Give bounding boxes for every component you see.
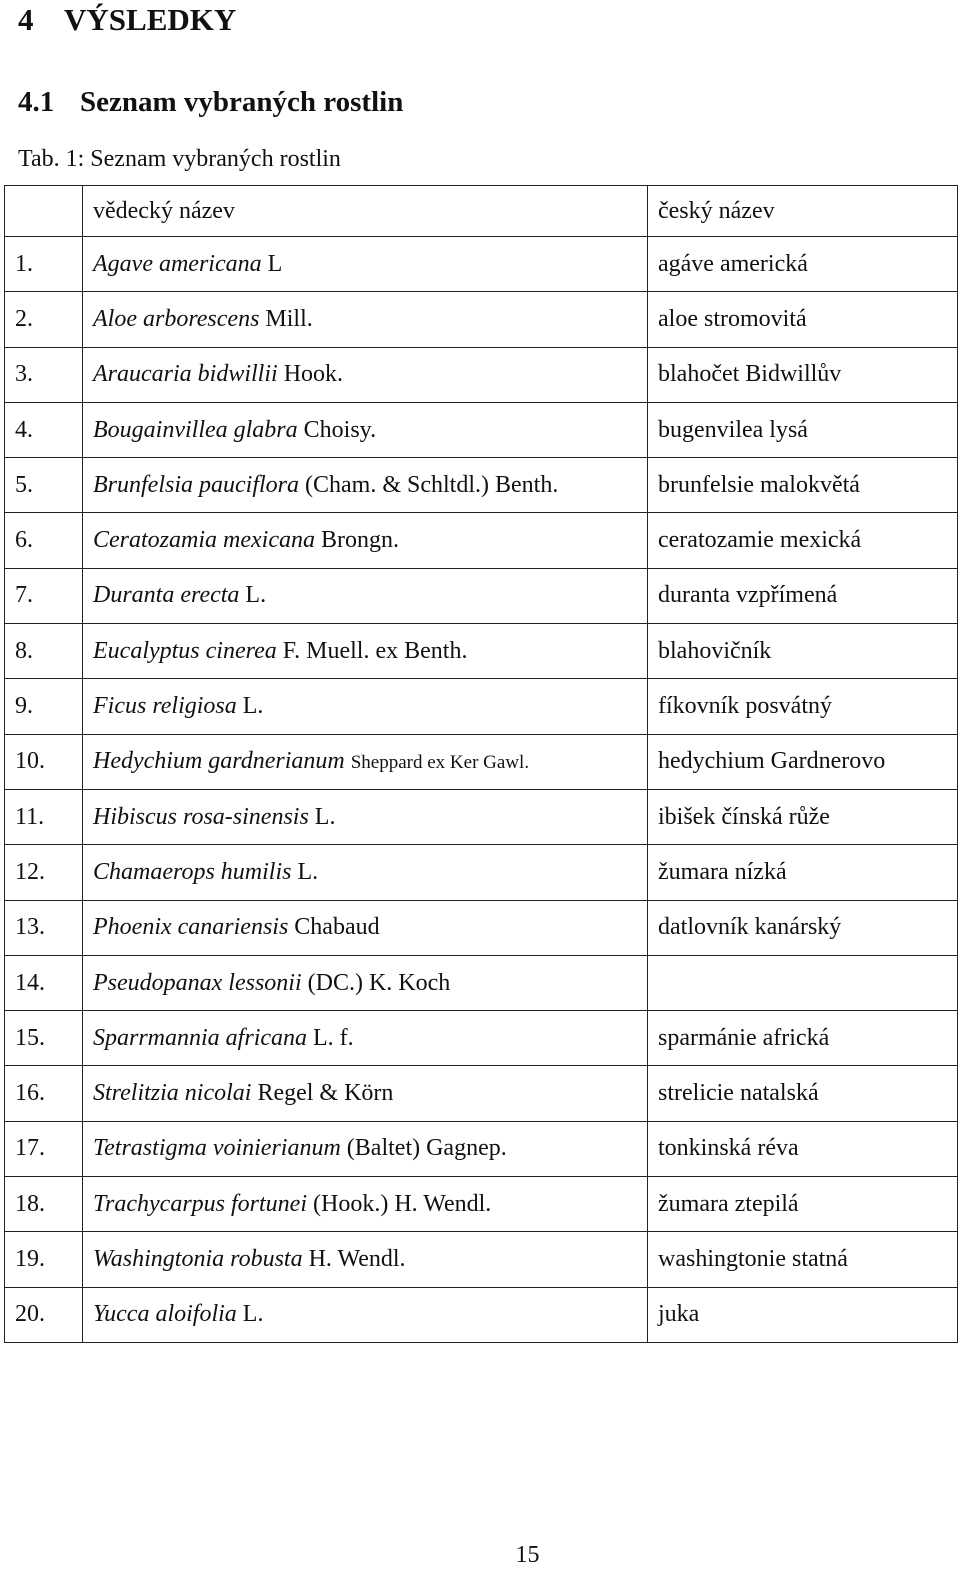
czech-name-cell: hedychium Gardnerovo <box>648 734 958 789</box>
genus-species: Chamaerops humilis <box>93 858 292 885</box>
scientific-name-cell <box>83 1066 648 1121</box>
author-citation: Hook. <box>283 361 344 388</box>
czech-name-cell <box>648 955 958 1010</box>
scientific-name-cell <box>83 237 648 292</box>
table-row <box>5 1011 958 1066</box>
table-row <box>5 568 958 623</box>
czech-name-cell: bugenvilea lysá <box>648 402 958 457</box>
author-citation: (Cham. & Schltdl.) Benth. <box>305 471 559 498</box>
czech-name-cell: juka <box>648 1287 958 1342</box>
section-number: 4.1 <box>18 86 55 118</box>
author-citation: Mill. <box>265 305 313 332</box>
row-index: 4. <box>5 402 83 457</box>
table-row <box>5 1066 958 1121</box>
table-row <box>5 734 958 789</box>
genus-species: Aloe arborescens <box>93 305 260 332</box>
author-citation: Sheppard ex Ker Gawl. <box>350 752 530 774</box>
genus-species: Yucca aloifolia <box>93 1301 237 1328</box>
row-index: 11. <box>5 789 83 844</box>
genus-species: Tetrastigma voinierianum <box>93 1135 341 1162</box>
scientific-name-cell <box>83 734 648 789</box>
chapter-number: 4 <box>18 2 34 37</box>
czech-name-cell: agáve americká <box>648 237 958 292</box>
author-citation: (DC.) K. Koch <box>307 969 451 996</box>
row-index: 3. <box>5 347 83 402</box>
header-index-cell <box>5 186 83 237</box>
scientific-name-cell <box>83 1232 648 1287</box>
czech-name-cell: ceratozamie mexická <box>648 513 958 568</box>
table-row <box>5 624 958 679</box>
genus-species: Araucaria bidwillii <box>93 361 278 388</box>
genus-species: Hedychium gardnerianum <box>93 748 345 775</box>
scientific-name-cell <box>83 513 648 568</box>
section-heading <box>18 82 403 122</box>
row-index: 5. <box>5 458 83 513</box>
genus-species: Strelitzia nicolai <box>93 1080 252 1107</box>
author-citation: (Baltet) Gagnep. <box>346 1135 507 1162</box>
table-row <box>5 900 958 955</box>
czech-name-cell: duranta vzpřímená <box>648 568 958 623</box>
czech-name-cell: žumara nízká <box>648 845 958 900</box>
author-citation: L. <box>297 858 319 885</box>
scientific-name-cell <box>83 789 648 844</box>
genus-species: Washingtonia robusta <box>93 1245 303 1272</box>
author-citation: L. <box>314 803 336 830</box>
table-row <box>5 1177 958 1232</box>
header-czech-cell <box>648 186 958 237</box>
row-index: 13. <box>5 900 83 955</box>
author-citation: L <box>267 250 283 277</box>
chapter-title: VÝSLEDKY <box>64 2 237 37</box>
czech-name-cell: strelicie natalská <box>648 1066 958 1121</box>
czech-name-cell: aloe stromovitá <box>648 292 958 347</box>
scientific-name-cell <box>83 1287 648 1342</box>
row-index: 19. <box>5 1232 83 1287</box>
table-row <box>5 1121 958 1176</box>
table-row <box>5 789 958 844</box>
table-row <box>5 347 958 402</box>
scientific-name-cell <box>83 458 648 513</box>
row-index: 16. <box>5 1066 83 1121</box>
author-citation: Chabaud <box>294 914 380 941</box>
scientific-name-cell <box>83 679 648 734</box>
genus-species: Brunfelsia pauciflora <box>93 471 299 498</box>
table-row <box>5 402 958 457</box>
author-citation: Choisy. <box>303 416 377 443</box>
row-index: 15. <box>5 1011 83 1066</box>
row-index: 8. <box>5 624 83 679</box>
czech-name-cell: blahočet Bidwillův <box>648 347 958 402</box>
row-index: 1. <box>5 237 83 292</box>
author-citation: Brongn. <box>320 527 399 554</box>
scientific-name-cell <box>83 845 648 900</box>
row-index: 18. <box>5 1177 83 1232</box>
section-title: Seznam vybraných rostlin <box>80 86 404 118</box>
author-citation: L. f. <box>313 1024 354 1051</box>
genus-species: Phoenix canariensis <box>93 914 289 941</box>
czech-name-cell: brunfelsie malokvětá <box>648 458 958 513</box>
czech-name-cell: sparmánie africká <box>648 1011 958 1066</box>
genus-species: Ficus religiosa <box>93 693 237 720</box>
row-index: 10. <box>5 734 83 789</box>
genus-species: Pseudopanax lessonii <box>93 969 302 996</box>
table-row <box>5 292 958 347</box>
genus-species: Hibiscus rosa-sinensis <box>93 803 309 830</box>
author-citation: L. <box>242 693 264 720</box>
chapter-heading <box>18 0 236 40</box>
header-czech-label: český název <box>658 197 775 224</box>
table-header-row <box>5 186 958 237</box>
scientific-name-cell <box>83 1177 648 1232</box>
table-row <box>5 237 958 292</box>
scientific-name-cell <box>83 900 648 955</box>
author-citation: L. <box>242 1301 264 1328</box>
czech-name-cell: tonkinská réva <box>648 1121 958 1176</box>
genus-species: Eucalyptus cinerea <box>93 637 277 664</box>
scientific-name-cell <box>83 1011 648 1066</box>
scientific-name-cell <box>83 955 648 1010</box>
row-index: 2. <box>5 292 83 347</box>
row-index: 17. <box>5 1121 83 1176</box>
scientific-name-cell <box>83 568 648 623</box>
author-citation: L. <box>245 582 267 609</box>
genus-species: Agave americana <box>93 250 262 277</box>
czech-name-cell: washingtonie statná <box>648 1232 958 1287</box>
czech-name-cell: ibišek čínská růže <box>648 789 958 844</box>
header-scientific-label: vědecký název <box>93 197 235 224</box>
row-index: 6. <box>5 513 83 568</box>
row-index: 9. <box>5 679 83 734</box>
genus-species: Ceratozamia mexicana <box>93 527 315 554</box>
genus-species: Duranta erecta <box>93 582 240 609</box>
czech-name-cell: fíkovník posvátný <box>648 679 958 734</box>
author-citation: Regel & Körn <box>257 1080 394 1107</box>
czech-name-cell: žumara ztepilá <box>648 1177 958 1232</box>
row-index: 12. <box>5 845 83 900</box>
scientific-name-cell <box>83 624 648 679</box>
row-index: 7. <box>5 568 83 623</box>
scientific-name-cell <box>83 347 648 402</box>
table-row <box>5 1232 958 1287</box>
genus-species: Trachycarpus fortunei <box>93 1190 307 1217</box>
czech-name-cell: blahovičník <box>648 624 958 679</box>
scientific-name-cell <box>83 402 648 457</box>
scientific-name-cell <box>83 1121 648 1176</box>
table-row <box>5 1287 958 1342</box>
row-index: 20. <box>5 1287 83 1342</box>
scientific-name-cell <box>83 292 648 347</box>
author-citation: H. Wendl. <box>308 1245 406 1272</box>
page-number: 15 <box>515 1542 540 1568</box>
czech-name-cell: datlovník kanárský <box>648 900 958 955</box>
table-row <box>5 513 958 568</box>
table-row <box>5 955 958 1010</box>
table-row <box>5 458 958 513</box>
genus-species: Sparrmannia africana <box>93 1024 308 1051</box>
author-citation: (Hook.) H. Wendl. <box>313 1190 492 1217</box>
genus-species: Bougainvillea glabra <box>93 416 298 443</box>
author-citation: F. Muell. ex Benth. <box>282 637 468 664</box>
header-scientific-cell <box>83 186 648 237</box>
plant-table <box>4 185 958 1343</box>
table-row <box>5 679 958 734</box>
table-caption: Tab. 1: Seznam vybraných rostlin <box>18 146 341 172</box>
row-index: 14. <box>5 955 83 1010</box>
table-row <box>5 845 958 900</box>
